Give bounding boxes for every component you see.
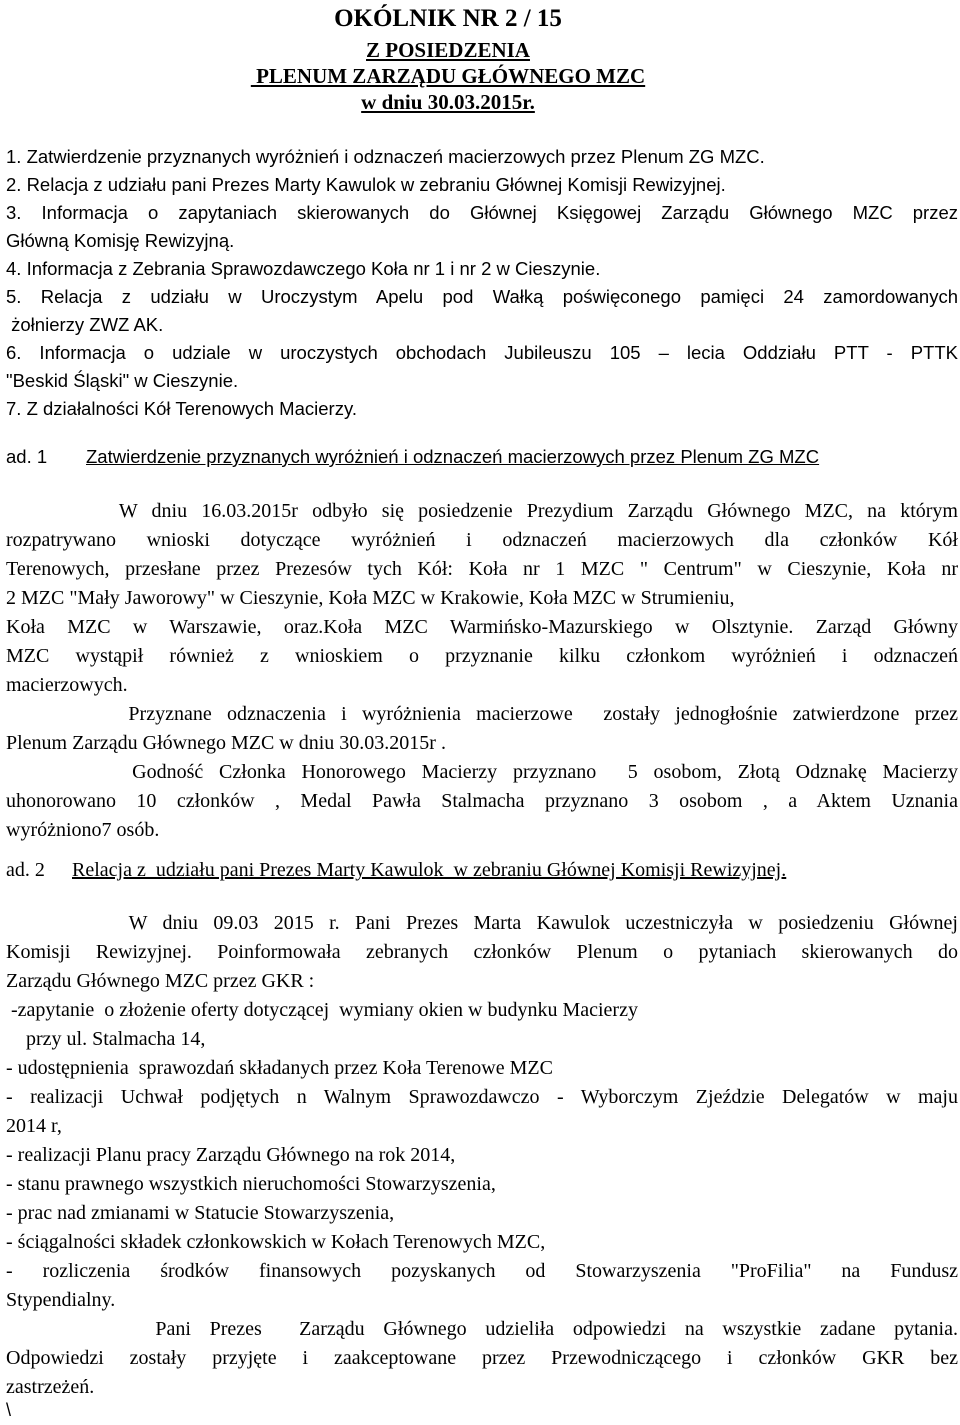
list-item: 2014 r, <box>6 1115 62 1137</box>
list-item: - prac nad zmianami w Statucie Stowarzyszenia, <box>6 1202 395 1224</box>
paragraph-line: 2 MZC "Mały Jaworowy" w Cieszynie, Koła MZC w Krakowie, Koła MZC w Strumieniu, <box>6 587 735 609</box>
list-item: - ściągalności składek członkowskich w Kołach Terenowych MZC, <box>6 1231 546 1253</box>
list-item: przy ul. Stalmacha 14, <box>6 1028 206 1050</box>
section-label: ad. 2 <box>6 859 45 881</box>
paragraph-line: rozpatrywano wnioski dotyczące wyróżnień i odznaczeń macierzowych dla członków Kół <box>6 529 958 551</box>
paragraph-line: MZC wystąpił również z wnioskiem o przyznanie kilku członkom wyróżnień i odznaczeń <box>6 645 958 667</box>
list-item: - realizacji Planu pracy Zarządu Głównego na rok 2014, <box>6 1144 456 1166</box>
paragraph-line: Przyznane odznaczenia i wyróżnienia macierzowe zostały jednogłośnie zatwierdzone przez <box>6 703 958 725</box>
paragraph-line: Komisji Rewizyjnej. Poinformowała zebranych członków Plenum o pytaniach skierowanych do <box>6 941 958 963</box>
paragraph-line: Plenum Zarządu Głównego MZC w dniu 30.03.2015r . <box>6 732 446 754</box>
footer-mark: \ <box>6 1400 12 1420</box>
section-heading: Zatwierdzenie przyznanych wyróżnień i odznaczeń macierzowych przez Plenum ZG MZC <box>86 446 820 467</box>
list-item: - rozliczenia środków finansowych pozyskanych od Stowarzyszenia "ProFilia" na Fundusz <box>6 1260 958 1282</box>
agenda-item: 7. Z działalności Kół Terenowych Macierzy. <box>6 398 357 419</box>
paragraph-line: wyróżniono7 osób. <box>6 819 160 841</box>
paragraph-line: macierzowych. <box>6 674 128 696</box>
list-item: - realizacji Uchwał podjętych n Walnym Sprawozdawczo - Wyborczym Zjeździe Delegatów w maju <box>6 1086 958 1108</box>
section-heading: Relacja z udziału pani Prezes Marty Kawulok w zebraniu Głównej Komisji Rewizyjnej. <box>72 859 787 881</box>
list-item: - udostępnienia sprawozdań składanych przez Koła Terenowe MZC <box>6 1057 553 1079</box>
agenda-item: Główną Komisję Rewizyjną. <box>6 230 235 251</box>
paragraph-line: Odpowiedzi zostały przyjęte i zaakceptowane przez Przewodniczącego i członków GKR bez <box>6 1347 958 1369</box>
agenda-item: 3. Informacja o zapytaniach skierowanych do Głównej Księgowej Zarządu Głównego MZC przez <box>6 202 958 223</box>
paragraph-line: zastrzeżeń. <box>6 1376 95 1398</box>
paragraph-line: Koła MZC w Warszawie, oraz.Koła MZC Warmińsko-Mazurskiego w Olsztynie. Zarząd Główny <box>6 616 958 638</box>
agenda-item: 6. Informacja o udziale w uroczystych obchodach Jubileuszu 105 – lecia Oddziału PTT - PTTK <box>6 342 958 363</box>
agenda-item: "Beskid Śląski" w Cieszynie. <box>6 370 239 391</box>
paragraph-line: Zarządu Głównego MZC przez GKR : <box>6 970 315 992</box>
agenda-item: 4. Informacja z Zebrania Sprawozdawczego Koła nr 1 i nr 2 w Cieszynie. <box>6 258 601 279</box>
document-subtitle-board: PLENUM ZARZĄDU GŁÓWNEGO MZC <box>250 64 646 88</box>
paragraph-line: Terenowych, przesłane przez Prezesów tych Kół: Koła nr 1 MZC " Centrum" w Cieszynie, Koła nr <box>6 558 958 580</box>
agenda-item: 2. Relacja z udziału pani Prezes Marty Kawulok w zebraniu Głównej Komisji Rewizyjnej. <box>6 174 726 195</box>
document-subtitle: Z POSIEDZENIA <box>366 38 530 62</box>
list-item: - stanu prawnego wszystkich nieruchomości Stowarzyszenia, <box>6 1173 496 1195</box>
agenda-item: 5. Relacja z udziału w Uroczystym Apelu pod Wałką poświęconego pamięci 24 zamordowanych <box>6 286 958 307</box>
paragraph-line: W dniu 09.03 2015 r. Pani Prezes Marta Kawulok uczestniczyła w posiedzeniu Głównej <box>6 912 958 934</box>
agenda-item: 1. Zatwierdzenie przyznanych wyróżnień i odznaczeń macierzowych przez Plenum ZG MZC. <box>6 146 765 167</box>
paragraph-line: uhonorowano 10 członków , Medal Pawła Stalmacha przyznano 3 osobom , a Aktem Uznania <box>6 790 958 812</box>
agenda-item: żołnierzy ZWZ AK. <box>6 314 164 335</box>
paragraph-line: Pani Prezes Zarządu Głównego udzieliła odpowiedzi na wszystkie zadane pytania. <box>6 1318 958 1340</box>
paragraph-line: W dniu 16.03.2015r odbyło się posiedzenie Prezydium Zarządu Głównego MZC, na którym <box>6 500 958 522</box>
paragraph-line: Godność Członka Honorowego Macierzy przyznano 5 osobom, Złotą Odznakę Macierzy <box>6 761 958 783</box>
document-title: OKÓLNIK NR 2 / 15 <box>334 5 562 32</box>
section-label: ad. 1 <box>6 446 48 467</box>
list-item: -zapytanie o złożenie oferty dotyczącej wymiany okien w budynku Macierzy <box>6 999 638 1021</box>
list-item: Stypendialny. <box>6 1289 116 1311</box>
document-date: w dniu 30.03.2015r. <box>361 90 535 114</box>
